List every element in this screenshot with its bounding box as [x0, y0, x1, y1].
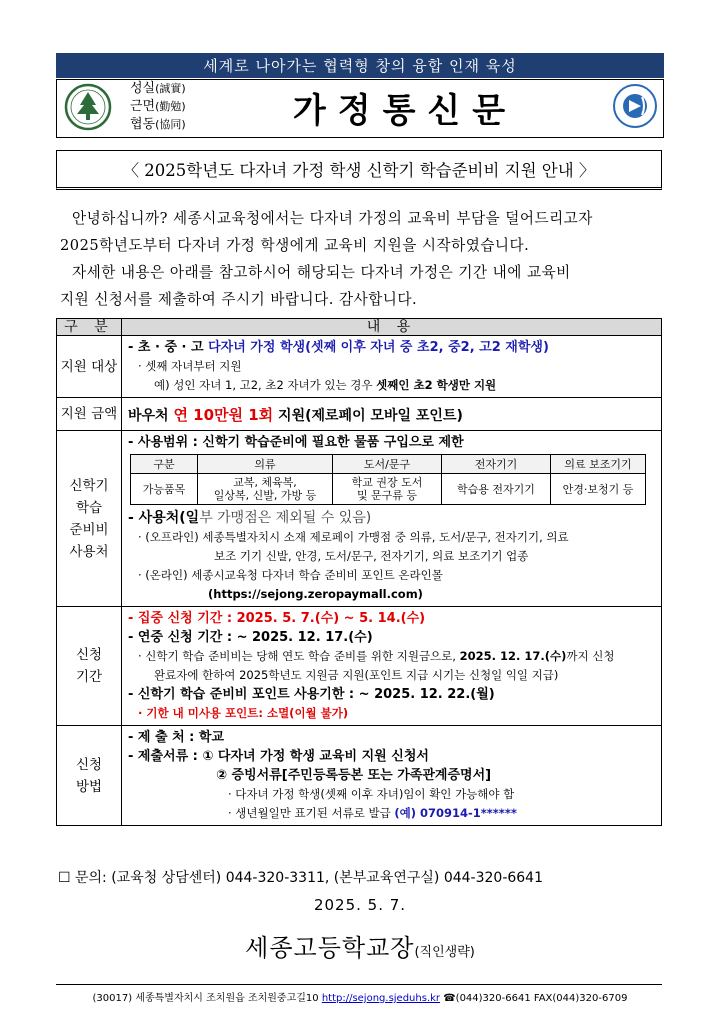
intro-line: 안녕하십니까? 세종시교육청에서는 다자녀 가정의 교육비 부담을 덜어드리고자 — [72, 210, 593, 227]
usage-offline: · (오프라인) 세종특별자치시 소재 제로페이 가맹점 중 의류, 도서/문구, 전자기기, 의료 — [138, 530, 569, 544]
period-deadline: - 신학기 학습 준비비 포인트 사용기한 : ~ 2025. 12. 22.(월) — [128, 687, 495, 702]
virtue-sincerity — [130, 80, 200, 98]
column-header-category: 구 분 — [57, 319, 122, 336]
label-period-line: 신청 — [75, 647, 103, 663]
label-usage-line: 사용처 — [69, 543, 109, 560]
virtue-label: 근면 — [130, 99, 156, 114]
eligible-header-cell: 구분 — [131, 455, 198, 474]
seal-note: (직인생략) — [414, 945, 475, 960]
school-address — [0, 989, 720, 1004]
usage-place-label: - 사용처(일 — [128, 510, 200, 526]
address-phone-fax: ☎(044)320-6641 FAX(044)320-6709 — [440, 993, 628, 1004]
virtue-cooperation — [130, 116, 200, 134]
target-example: 예) 성인 자녀 1, 고2, 초2 자녀가 있는 경우 — [154, 378, 377, 392]
amount-suffix: 지원(제로페이 모바일 포인트) — [273, 407, 463, 424]
virtue-hanja: (協同) — [155, 118, 186, 131]
support-info-table — [56, 318, 662, 826]
amount-highlight: 연 10만원 1회 — [173, 405, 274, 424]
label-method-line: 신청 — [75, 756, 103, 773]
document-title: 가정통신문 — [292, 91, 518, 131]
method-docs-1: - 제출서류 : ① 다자녀 가정 학생 교육비 지원 신청서 — [128, 749, 429, 764]
period-note: · 신학기 학습 준비비는 당해 연도 학습 준비를 위한 지원금으로, — [138, 649, 460, 663]
eligible-header-cell: 전자기기 — [442, 455, 551, 474]
period-yearround: - 연중 신청 기간 : ~ 2025. 12. 17.(수) — [128, 630, 373, 645]
row-usage — [57, 431, 662, 607]
label-period-line: 기간 — [75, 669, 103, 685]
school-logo-icon — [64, 83, 112, 131]
label-usage-line: 학습 — [75, 499, 103, 516]
target-example-highlight: 셋째인 초2 학생만 지원 — [376, 378, 497, 392]
target-note: · 셋째 자녀부터 지원 — [138, 359, 242, 373]
content-method — [122, 726, 662, 826]
method-note-example: (예) 070914-1****** — [394, 806, 517, 820]
virtue-hanja: (勤勉) — [155, 100, 186, 113]
virtue-label: 성실 — [130, 81, 156, 96]
usage-place-note: 부 가맹점은 제외될 수 있음) — [199, 510, 372, 526]
eligible-header-cell: 의류 — [198, 455, 333, 474]
label-usage-line: 준비비 — [69, 521, 109, 538]
eligible-cell: 교복, 체육복, 일상복, 신발, 가방 등 — [198, 474, 333, 505]
row-support-amount — [57, 398, 662, 431]
intro-paragraphs — [60, 205, 660, 313]
school-virtues — [130, 80, 200, 134]
notice-title: 〈 2025학년도 다자녀 가정 학생 신학기 학습준비비 지원 안내 〉 — [56, 150, 662, 190]
eligible-cell: 가능품목 — [131, 474, 198, 505]
target-highlight: 다자녀 가정 학생(셋째 이후 자녀 중 초2, 중2, 고2 재학생) — [208, 340, 549, 355]
method-docs-2: ② 증빙서류[주민등록등본 또는 가족관계증명서] — [216, 768, 492, 783]
usage-offline-cont: 보조 기기 신발, 안경, 도서/문구, 전자기기, 의료 보조기기 업종 — [214, 549, 529, 563]
period-intensive: - 집중 신청 기간 : 2025. 5. 7.(수) ~ 5. 14.(수) — [128, 611, 426, 626]
virtue-label: 협동 — [130, 117, 156, 132]
eligible-cell: 안경·보청기 등 — [551, 474, 646, 505]
eligible-items-row — [131, 474, 646, 505]
school-motto: 세계로 나아가는 협력형 창의 융합 인재 육성 — [56, 53, 664, 78]
column-header-content: 내 용 — [122, 319, 662, 336]
label-support-target: 지원 대상 — [57, 336, 122, 398]
period-note-cont: 완료자에 한하여 2025학년도 지원금 지원(포인트 지급 시기는 신청일 익일 지급) — [154, 668, 559, 682]
period-note-tail: 까지 신청 — [566, 649, 615, 663]
intro-line: 지원 신청서를 제출하여 주시기 바랍니다. 감사합니다. — [60, 291, 418, 308]
usage-online-url: (https://sejong.zeropaymall.com) — [208, 587, 423, 601]
label-method — [57, 726, 122, 826]
principal-name: 세종고등학교장 — [245, 934, 415, 962]
virtue-diligence — [130, 98, 200, 116]
period-note-date: 2025. 12. 17.(수) — [459, 649, 567, 663]
intro-line: 2025학년도부터 다자녀 가정 학생에게 교육비 지원을 시작하였습니다. — [60, 237, 530, 254]
eligible-cell: 학습용 전자기기 — [442, 474, 551, 505]
target-prefix: - 초 · 중 · 고 — [128, 340, 209, 355]
period-expire: · 기한 내 미사용 포인트: 소멸(이월 불가) — [138, 706, 349, 720]
row-method — [57, 726, 662, 826]
row-period — [57, 607, 662, 726]
amount-prefix: 바우처 — [128, 407, 174, 424]
table-header-row — [57, 319, 662, 336]
content-usage — [122, 431, 662, 607]
content-period — [122, 607, 662, 726]
eligible-cell: 학교 권장 도서 및 문구류 등 — [333, 474, 442, 505]
eligible-items-table — [130, 454, 646, 505]
row-support-target — [57, 336, 662, 398]
inquiry-contact: ☐ 문의: (교육청 상담센터) 044-320-3311, (본부교육연구실) 044-320-6641 — [58, 870, 544, 886]
principal-signature — [0, 928, 720, 963]
eligible-items-header — [131, 455, 646, 474]
intro-line: 자세한 내용은 아래를 참고하시어 해당되는 다자녀 가정은 기간 내에 교육비 — [72, 264, 571, 281]
content-support-target — [122, 336, 662, 398]
issue-date: 2025. 5. 7. — [313, 896, 407, 914]
address-text: (30017) 세종특별자치시 조치원읍 조치원중고길10 — [92, 993, 322, 1004]
method-note-1: · 다자녀 가정 학생(셋째 이후 자녀)임이 확인 가능해야 함 — [228, 787, 515, 801]
method-place: - 제 출 처 : 학교 — [128, 730, 225, 745]
school-website-link[interactable]: http://sejong.sjeduhs.kr — [321, 993, 441, 1004]
footer-divider — [56, 984, 662, 985]
usage-scope: - 사용범위 : 신학기 학습준비에 필요한 물품 구입으로 제한 — [128, 435, 464, 450]
method-note-2: · 생년월일만 표기된 서류로 발급 — [228, 806, 395, 820]
eligible-header-cell: 의료 보조기기 — [551, 455, 646, 474]
content-support-amount — [122, 398, 662, 431]
label-usage — [57, 431, 122, 607]
education-office-logo-icon — [612, 83, 658, 129]
label-method-line: 방법 — [75, 778, 103, 795]
label-support-amount: 지원 금액 — [57, 398, 122, 431]
eligible-header-cell: 도서/문구 — [333, 455, 442, 474]
usage-online: · (온라인) 세종시교육청 다자녀 학습 준비비 포인트 온라인몰 — [138, 568, 443, 582]
virtue-hanja: (誠實) — [155, 82, 186, 95]
label-period — [57, 607, 122, 726]
label-usage-line: 신학기 — [69, 477, 109, 494]
